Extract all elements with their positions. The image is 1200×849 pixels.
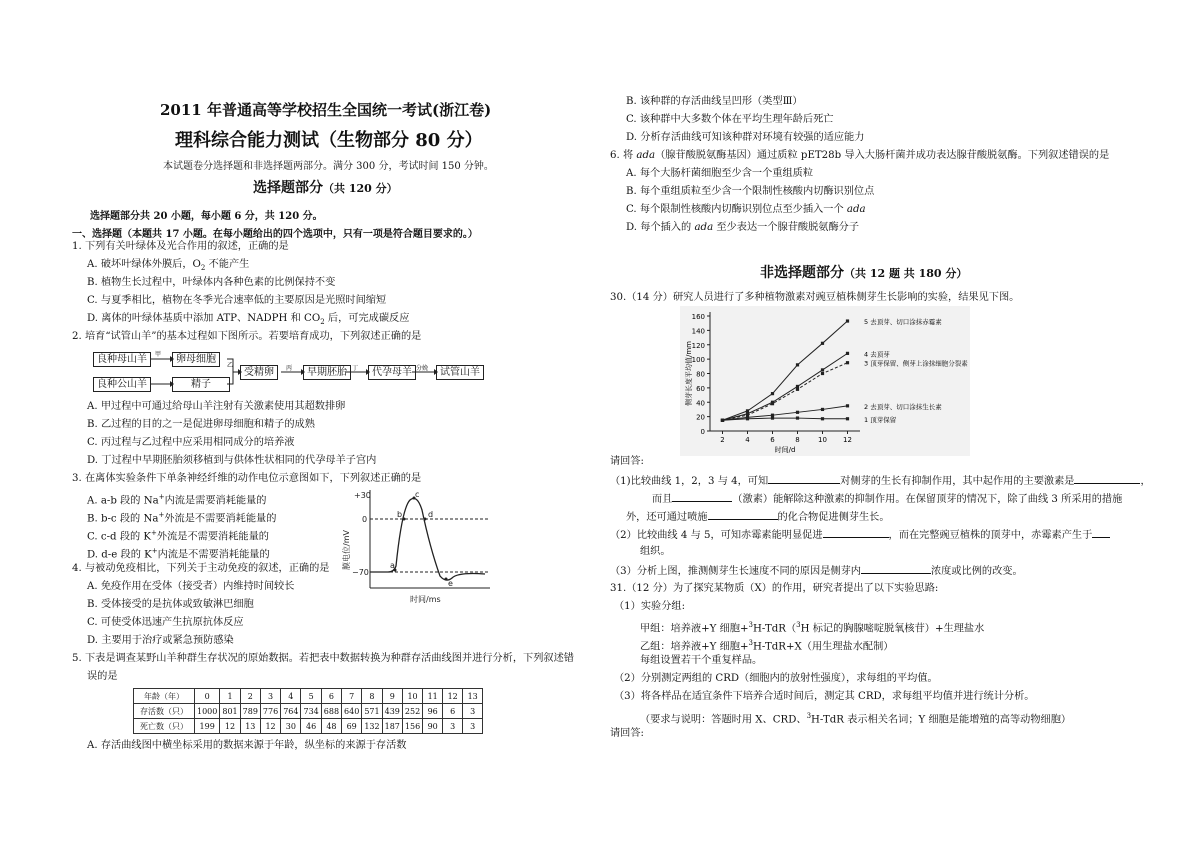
q31-please-answer: 请回答: (610, 728, 644, 739)
table-cell: 640 (342, 704, 362, 719)
q6-option-d: D. 每个插入的 ada 至少表达一个腺苷酸脱氨酶分子 (626, 222, 860, 233)
data-point (846, 361, 849, 364)
table-cell: 69 (342, 719, 362, 734)
q30-stem: 30.（14 分）研究人员进行了多种植物激素对豌豆植株侧芽生长影响的实验，结果见下图。 (610, 292, 1020, 303)
data-point (796, 411, 799, 414)
table-cell: 8 (362, 689, 382, 704)
q4-option-b: B. 受体接受的是抗体或致敏淋巴细胞 (87, 599, 254, 610)
q31-step3: （3）将各样品在适宜条件下培养合适时间后，测定其 CRD，求每组平均值并进行统计分析。 (614, 691, 1035, 702)
label-fenmian: 分娩 (416, 365, 429, 372)
table-cell: 764 (281, 704, 301, 719)
box-egg-cell: 卵母细胞 (172, 352, 220, 367)
q1-option-b: B. 植物生长过程中，叶绿体内各种色素的比例保持不变 (87, 277, 336, 288)
q30-sub1: （1)比较曲线 1，2，3 与 4，可知 对侧芽的生长有抑制作用，其中起作用的主要激素是 ， (610, 476, 1151, 487)
ap-d: d (428, 510, 434, 519)
data-point (796, 416, 799, 419)
q5-option-d: D. 分析存活曲线可知该种群对环境有较强的适应能力 (626, 132, 865, 143)
label-yi: 乙 (227, 362, 234, 369)
x-tick-label: 12 (843, 436, 852, 444)
q2-stem: 2. 培育“试管山羊”的基本过程如下图所示。若要培育成功，下列叙述正确的是 (72, 331, 422, 342)
table-cell: 10 (402, 689, 422, 704)
blank-7[interactable] (861, 564, 931, 574)
table-cell: 11 (423, 689, 443, 704)
table-cell: 156 (402, 719, 422, 734)
data-point (746, 409, 749, 412)
q1-option-c: C. 与夏季相比，植物在冬季光合速率低的主要原因是光照时间缩短 (87, 295, 387, 306)
data-point (721, 419, 724, 422)
q30-sub1-cont2: 外，还可通过喷施 的化合物促进侧芽生长。 (626, 512, 890, 523)
choice-section-title: 选择题部分（共 120 分） (253, 180, 398, 196)
q6-option-b: B. 每个重组质粒至少含一个限制性核酸内切酶识别位点 (626, 186, 875, 197)
q6-option-a: A. 每个大肠杆菌细胞至少含一个重组质粒 (626, 168, 814, 179)
table-cell: 187 (382, 719, 402, 734)
y-axis-label: 侧芽长度平均值/mm (685, 341, 693, 406)
blank-6[interactable] (1092, 528, 1110, 538)
y-tick-label: 160 (691, 313, 705, 321)
label-jia: 甲 (155, 351, 162, 358)
q2-option-a: A. 甲过程中可通过给母山羊注射有关激素使用其超数排卵 (87, 401, 346, 412)
q30-sub2-cont: 组织。 (640, 546, 671, 557)
table-cell: 4 (281, 689, 301, 704)
label-ding: 丁 (352, 365, 359, 372)
q31-stem: 31.（12 分）为了探究某物质（X）的作用，研究者提出了以下实验思路: (610, 583, 939, 594)
table-cell: 3 (443, 719, 463, 734)
q3-option-d: D. d-e 段的 K+内流是不需要消耗能量的 (87, 547, 270, 561)
q5-table (133, 688, 483, 734)
table-cell: 734 (301, 704, 321, 719)
q2-option-c: C. 丙过程与乙过程中应采用相同成分的培养液 (87, 437, 295, 448)
q4-stem: 4. 与被动免疫相比，下列关于主动免疫的叙述，正确的是 (72, 563, 330, 574)
q1-option-d: D. 离体的叶绿体基质中添加 ATP、NADPH 和 $CO_2$ 后，可完成碳反应 (87, 313, 410, 327)
q31-group-yi: 乙组：培养液+Y 细胞+$^3$H-TdR+X（用生理盐水配制） (640, 639, 894, 653)
box-male-goat: 良种公山羊 (93, 377, 151, 392)
q30-sub2: （2）比较曲线 4 与 5，可知赤霉素能明显促进 ，而在完整豌豆植株的顶芽中，赤霉素产生于 (610, 528, 1110, 542)
data-point (846, 352, 849, 355)
ap-ylabel: 膜电位/mV (342, 530, 351, 570)
y-tick-label: 100 (691, 356, 705, 365)
q30-please-answer: 请回答: (610, 456, 644, 467)
table-cell: 439 (382, 704, 402, 719)
q30-sub3: （3）分析上图，推测侧芽生长速度不同的原因是侧芽内 浓度或比例的改变。 (610, 566, 1023, 577)
table-cell: 688 (321, 704, 341, 719)
ap-y0: 0 (362, 515, 368, 524)
y-tick-label: 20 (696, 413, 705, 422)
q5-option-c: C. 该种群中大多数个体在平均生理年龄后死亡 (626, 114, 834, 125)
table-row-label: 死亡数（只） (134, 719, 195, 734)
table-cell: 2 (240, 689, 260, 704)
box-surrogate: 代孕母羊 (368, 365, 416, 380)
series-label: 5 去顶芽、切口涂抹赤霉素 (864, 318, 942, 327)
ap-e: e (448, 579, 453, 588)
table-cell: 12 (260, 719, 280, 734)
q31-step1: （1）实验分组: (614, 601, 686, 612)
data-point (821, 368, 824, 371)
box-fertilized-egg: 受精卵 (240, 365, 278, 380)
table-row (134, 689, 483, 704)
ap-b: b (397, 510, 403, 519)
x-tick-label: 8 (795, 436, 800, 444)
series-line (723, 321, 848, 420)
q6-option-c: C. 每个限制性核酸内切酶识别位点至少插入一个 ada (626, 204, 866, 215)
q3-option-b: B. b-c 段的 Na+外流是不需要消耗能量的 (87, 511, 277, 525)
table-cell: 199 (195, 719, 220, 734)
exam-intro: 本试题卷分选择题和非选择题两部分。满分 300 分，考试时间 150 分钟。 (163, 161, 494, 172)
table-cell: 90 (423, 719, 443, 734)
table-cell: 3 (260, 689, 280, 704)
y-tick-label: 0 (700, 428, 705, 436)
data-point (771, 402, 774, 405)
blank-2[interactable] (1074, 474, 1140, 484)
y-tick-label: 60 (696, 384, 705, 393)
ap-xlabel: 时间/ms (410, 595, 441, 604)
part-one-heading: 一、选择题（本题共 17 小题。在每小题给出的四个选项中，只有一项是符合题目要求的。） (72, 229, 478, 240)
q3-stem: 3. 在离体实验条件下单条神经纤维的动作电位示意图如下，下列叙述正确的是 (72, 473, 422, 484)
y-tick-label: 80 (696, 370, 705, 379)
x-tick-label: 4 (745, 436, 750, 444)
data-point (821, 408, 824, 411)
table-cell: 3 (463, 719, 483, 734)
table-row (134, 719, 483, 734)
table-cell: 789 (240, 704, 260, 719)
table-cell: 252 (402, 704, 422, 719)
q5-stem: 5. 下表是调查某野山羊种群生存状况的原始数据。若把表中数据转换为种群存活曲线图并进行分析，下列叙述错 (72, 653, 574, 664)
choice-note: 选择题部分共 20 小题，每小题 6 分，共 120 分。 (90, 211, 323, 222)
q1-option-a: A. 破坏叶绿体外膜后，$O_2$ 不能产生 (87, 259, 250, 273)
table-row-label: 存活数（只） (134, 704, 195, 719)
series-line (723, 363, 848, 421)
ap-c: c (415, 490, 420, 499)
q31-requirement: （要求与说明：答题时用 X、CRD、$^3$H-TdR 表示相关名词；Y 细胞是能增殖的高等动物细胞） (640, 712, 1072, 726)
q4-option-a: A. 免疫作用在受体（接受者）内维持时间较长 (87, 581, 295, 592)
series-line (723, 353, 848, 420)
table-cell: 3 (463, 704, 483, 719)
q3-option-c: C. c-d 段的 K+外流是不需要消耗能量的 (87, 529, 269, 543)
data-point (846, 404, 849, 407)
table-cell: 13 (240, 719, 260, 734)
q31-replicates: 每组设置若干个重复样品。 (640, 655, 763, 666)
table-cell: 801 (220, 704, 240, 719)
q5-option-b: B. 该种群的存活曲线呈凹形（类型Ⅲ） (626, 96, 803, 107)
table-cell: 6 (321, 689, 341, 704)
q31-group-jia: 甲组：培养液+Y 细胞+$^3$H-TdR（$^3$H 标记的胸腺嘧啶脱氧核苷）+生理盐水 (640, 621, 985, 635)
table-cell: 13 (463, 689, 483, 704)
q5-stem-2: 误的是 (87, 671, 118, 682)
table-cell: 48 (321, 719, 341, 734)
data-point (796, 385, 799, 388)
blank-5[interactable] (823, 528, 889, 538)
q2-option-d: D. 丁过程中早期胚胎须移植到与供体性状相同的代孕母羊子宫内 (87, 455, 377, 466)
x-tick-label: 6 (770, 436, 775, 444)
q4-option-d: D. 主要用于治疗或紧急预防感染 (87, 635, 234, 646)
ap-a: a (390, 561, 395, 570)
data-point (796, 363, 799, 366)
box-sperm: 精子 (172, 377, 230, 392)
q30-line-chart (680, 306, 970, 456)
series-label: 3 顶芽保留、侧芽上涂抹细胞分裂素 (864, 359, 968, 368)
q6-stem: 6. 将 ada（腺苷酸脱氨酶基因）通过质粒 pET28b 导入大肠杆菌并成功表达腺苷酸脱氨酶。下列叙述错误的是 (610, 150, 1110, 161)
box-female-goat: 良种母山羊 (93, 352, 151, 367)
table-cell: 1 (220, 689, 240, 704)
data-point (846, 417, 849, 420)
series-label: 1 顶芽保留 (864, 415, 897, 424)
y-tick-label: 40 (696, 399, 705, 408)
data-point (771, 416, 774, 419)
ap-y70: −70 (352, 568, 369, 577)
table-cell: 30 (281, 719, 301, 734)
blank-4[interactable] (708, 510, 778, 520)
series-label: 2 去顶芽、切口涂抹生长素 (864, 402, 942, 411)
q5-option-a: A. 存活曲线图中横坐标采用的数据来源于年龄，纵坐标的来源于存活数 (87, 740, 407, 751)
y-tick-label: 140 (691, 327, 705, 336)
table-cell: 96 (423, 704, 443, 719)
data-point (821, 372, 824, 375)
y-tick-label: 120 (691, 341, 705, 350)
action-potential-graph (340, 488, 500, 608)
data-point (821, 417, 824, 420)
data-point (821, 342, 824, 345)
table-cell: 46 (301, 719, 321, 734)
x-axis-label: 时间/d (774, 446, 796, 454)
table-row (134, 704, 483, 719)
table-cell: 571 (362, 704, 382, 719)
q3-option-a: A. a-b 段的 Na+内流是需要消耗能量的 (87, 493, 267, 507)
q2-option-b: B. 乙过程的目的之一是促进卵母细胞和精子的成熟 (87, 419, 315, 430)
table-cell: 132 (362, 719, 382, 734)
q1-stem: 1. 下列有关叶绿体及光合作用的叙述，正确的是 (72, 241, 289, 252)
ap-y30: +30 (354, 491, 371, 500)
subject-title: 理科综合能力测试（生物部分 80 分） (175, 130, 483, 151)
table-cell: 7 (342, 689, 362, 704)
nonchoice-section-title: 非选择题部分（共 12 题 共 180 分） (760, 265, 968, 281)
q4-option-c: C. 可使受体迅速产生抗原抗体反应 (87, 617, 244, 628)
table-cell: 12 (443, 689, 463, 704)
label-bing: 丙 (286, 365, 293, 372)
box-early-embryo: 早期胚胎 (303, 365, 351, 380)
q31-step2: （2）分别测定两组的 CRD（细胞内的放射性强度），求每组的平均值。 (614, 673, 938, 684)
x-tick-label: 2 (720, 436, 725, 444)
table-cell: 1000 (195, 704, 220, 719)
series-label: 4 去顶芽 (864, 350, 890, 359)
data-point (796, 388, 799, 391)
x-tick-label: 10 (818, 436, 827, 444)
data-point (771, 414, 774, 417)
table-cell: 5 (301, 689, 321, 704)
blank-3[interactable] (672, 492, 732, 502)
q30-sub1-cont: 而且 （激素）能解除这种激素的抑制作用。在保留顶芽的情况下，除了曲线 3 所采用的措施 (652, 494, 1123, 505)
table-cell: 776 (260, 704, 280, 719)
data-point (846, 319, 849, 322)
data-point (771, 392, 774, 395)
blank-1[interactable] (768, 474, 840, 484)
table-cell: 12 (220, 719, 240, 734)
table-cell: 6 (443, 704, 463, 719)
data-point (746, 417, 749, 420)
table-row-label: 年龄（年） (134, 689, 195, 704)
table-cell: 9 (382, 689, 402, 704)
exam-title: 2011 年普通高等学校招生全国统一考试(浙江卷) (160, 101, 492, 119)
box-test-tube-goat: 试管山羊 (436, 365, 484, 380)
table-cell: 0 (195, 689, 220, 704)
